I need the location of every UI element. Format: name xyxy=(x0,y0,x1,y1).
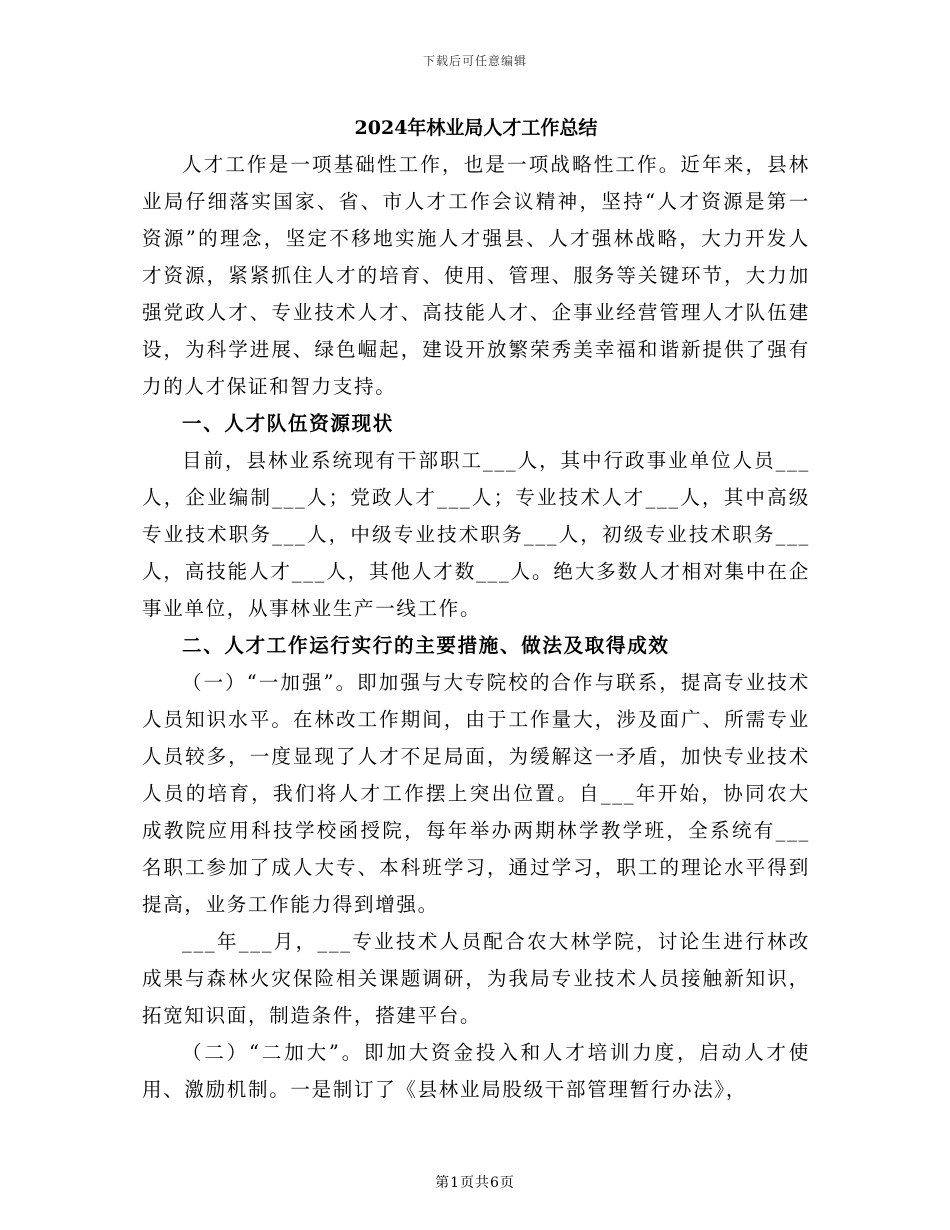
document-title: 2024年林业局人才工作总结 xyxy=(354,117,598,139)
section-1-paragraph: 目前，县林业系统现有干部职工___人，其中行政事业单位人员___人，企业编制___人；党政人才___人；专业技术人才___人，其中高级专业技术职务___人，中级专业技术职务___人，初级专业技术职务___人，高技能人才___人，其他人才数___人。绝大多数人才相对集中在企事业单位，从事林业生产一线工作。 xyxy=(142,449,810,620)
page-number: 第1页共6页 xyxy=(435,1175,515,1191)
intro-paragraph: 人才工作是一项基础性工作，也是一项战略性工作。近年来，县林业局仔细落实国家、省、市人才工作会议精神，坚持“人才资源是第一资源”的理念，坚定不移地实施人才强县、人才强林战略，大力开发人才资源，紧紧抓住人才的培育、使用、管理、服务等关键环节，大力加强党政人才、专业技术人才、高技能人才、企事业经营管理人才队伍建设，为科学进展、绿色崛起，建设开放繁荣秀美幸福和谐新提供了强有力的人才保证和智力支持。 xyxy=(142,153,810,398)
header-note: 下载后可任意编辑 xyxy=(422,54,527,68)
section-heading-2: 二、人才工作运行实行的主要措施、做法及取得成效 xyxy=(182,634,670,657)
section-heading-1: 一、人才队伍资源现状 xyxy=(182,412,395,435)
subsection-2-paragraph: （二）“二加大”。即加大资金投入和人才培训力度，启动人才使用、激励机制。一是制订了《县林业局股级干部管理暂行办法》， xyxy=(142,1041,810,1101)
subsection-1-followup-paragraph: ___年___月，___专业技术人员配合农大林学院，讨论生进行林改成果与森林火灾保险相关课题调研，为我局专业技术人员接触新知识，拓宽知识面，制造条件，搭建平台。 xyxy=(142,930,810,1027)
document-body xyxy=(142,110,810,1108)
subsection-1-paragraph: （一）“一加强”。即加强与大专院校的合作与联系，提高专业技术人员知识水平。在林改工作期间，由于工作量大，涉及面广、所需专业人员较多，一度显现了人才不足局面，为缓解这一矛盾，加快专业技术人员的培育，我们将人才工作摆上突出位置。自___年开始，协同农大成教院应用科技学校函授院，每年举办两期林学教学班，全系统有___名职工参加了成人大专、本科班学习，通过学习，职工的理论水平得到提高，业务工作能力得到增强。 xyxy=(142,671,810,916)
